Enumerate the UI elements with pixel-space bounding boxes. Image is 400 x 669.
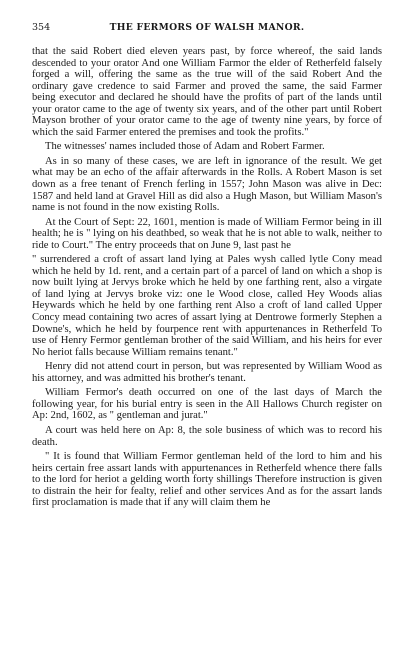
page-number: 354 [32,22,51,33]
paragraph-henry: Henry did not attend court in person, but was represented by William Wood as his attorney, and was admitted his brother's tenant. [32,361,382,384]
paragraph-heriot-quote: " It is found that William Fermor gentleman held of the lord to him and his heirs certain free assart lands with appurtenances in Retherfeld whence there falls to the lord for heriot a gelding worth forty shillings Therefore instruction is given to distrain the heir for fealty, relief and other services And as for the assart lands first proclamation is made that if any will claim them he [32,451,382,509]
running-title: THE FERMORS OF WALSH MANOR. [109,22,305,33]
paragraph-surrender-quote: " surrendered a croft of assart land lying at Pales wysh called lytle Cony mead which he held by 1d. rent, and a certain part of a parcel of land on which a shop is now built lying at Jervys broke which he held by one farthing rent, also a virgate of land lying at Jervys broke viz: one le Wood close, called Hey Woods alias Heywards which he held by one farthing rent Also a croft of land called Upper Concy mead containing two acres of assart lying at Dentrowe formerly Stephen a Downe's, which he held by fourpence rent with appurtenances in Retherfeld To use of Henry Fermor gentleman brother of the said William, and his heirs for ever No heriot falls because William remains tenant." [32,254,382,358]
paragraph-continued: that the said Robert died eleven years past, by force whereof, the said lands descended to your orator And one William Farmor the elder of Retherfeld falsely forged a will, offering the same as the true will of the said Robert And the ordinary gave credence to said Farmer and proved the same, the said Farmer being executor and declared he should have the profits of part of the lands until your orator came to the age of twenty six years, and of the other part until Robert Mayson brother of your orator came to the age of twenty nine years, by force of which the said Farmer entered the premises and took the profits." [32,46,382,138]
paragraph-result: As in so many of these cases, we are left in ignorance of the result. We get what may be an echo of the affair afterwards in the Rolls. A Robert Mason is set down as a free tenant of French ferling in 1557; John Mason was alive in Dec: 1587 and held land at Gravel Hill as did also a Hugh Mason, but William Mason's name is not found in the now existing Rolls. [32,155,382,214]
body-text [32,46,382,509]
paragraph-court-1601: At the Court of Sept: 22, 1601, mention is made of William Fermor being in ill health; he is " lying on his deathbed, so weak that he is not able to walk, neither to ride to Court." The entry proceeds that on June 9, last past he [32,216,382,251]
running-header [32,22,382,40]
paragraph-court-april: A court was held here on Ap: 8, the sole business of which was to record his death. [32,424,382,448]
paragraph-death: William Fermor's death occurred on one of the last days of March the following year, for his burial entry is seen in the All Hallows Church register on Ap: 2nd, 1602, as " gentleman and jurat." [32,387,382,422]
paragraph-witnesses: The witnesses' names included those of Adam and Robert Farmer. [45,141,325,153]
